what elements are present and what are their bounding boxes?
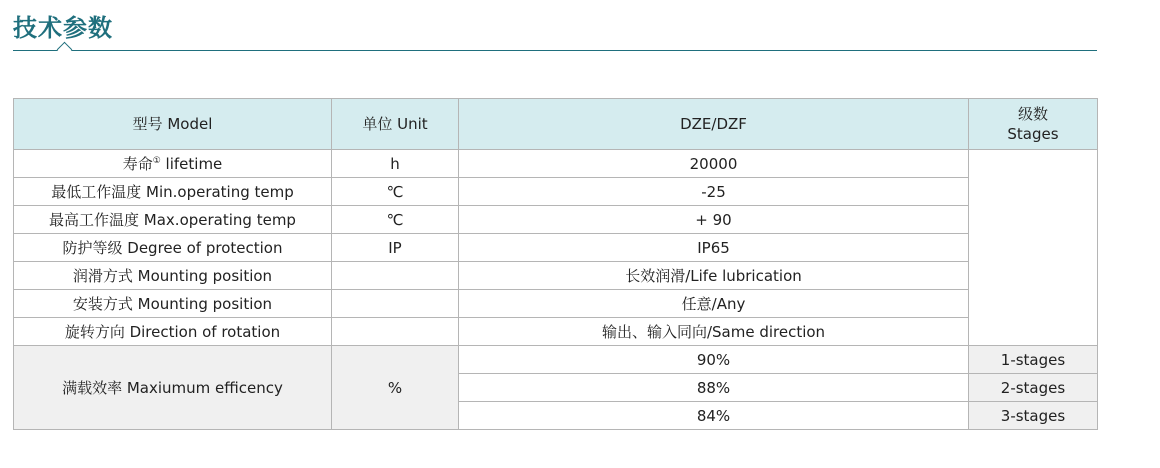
unit-cell — [332, 318, 459, 346]
table-row — [14, 234, 1098, 262]
value-cell: + 90 — [459, 206, 969, 234]
unit-cell — [332, 262, 459, 290]
param-cell: 润滑方式 Mounting position — [14, 262, 332, 290]
efficiency-stage-cell: 2-stages — [969, 374, 1098, 402]
efficiency-row — [14, 346, 1098, 374]
param-cell: 旋转方向 Direction of rotation — [14, 318, 332, 346]
title-divider — [13, 50, 1097, 51]
unit-cell: IP — [332, 234, 459, 262]
efficiency-value-cell: 88% — [459, 374, 969, 402]
value-cell: -25 — [459, 178, 969, 206]
title-divider-notch — [57, 42, 73, 58]
param-cell: 最低工作温度 Min.operating temp — [14, 178, 332, 206]
unit-cell: h — [332, 150, 459, 178]
technical-parameters-table — [13, 98, 1098, 430]
footnote-marker: ① — [152, 155, 161, 166]
table-row — [14, 262, 1098, 290]
efficiency-value-cell: 84% — [459, 402, 969, 430]
header-stages-cn: 级数 — [1017, 105, 1048, 123]
page-title: 技术参数 — [13, 14, 113, 42]
param-cell: 最高工作温度 Max.operating temp — [14, 206, 332, 234]
stages-blank-cell — [969, 150, 1098, 346]
table-row — [14, 150, 1098, 178]
value-cell: 输出、输入同向/Same direction — [459, 318, 969, 346]
table-row — [14, 178, 1098, 206]
header-unit: 单位 Unit — [332, 99, 459, 150]
table-row — [14, 206, 1098, 234]
value-cell: 20000 — [459, 150, 969, 178]
param-label-suffix: lifetime — [160, 154, 223, 173]
param-cell: 安装方式 Mounting position — [14, 290, 332, 318]
efficiency-stage-cell: 3-stages — [969, 402, 1098, 430]
value-cell: 任意/Any — [459, 290, 969, 318]
param-cell — [14, 150, 332, 178]
value-cell: 长效润滑/Life lubrication — [459, 262, 969, 290]
header-stages — [969, 99, 1098, 150]
unit-cell: ℃ — [332, 178, 459, 206]
efficiency-value-cell: 90% — [459, 346, 969, 374]
param-cell: 防护等级 Degree of protection — [14, 234, 332, 262]
table-header-row — [14, 99, 1098, 150]
efficiency-param-cell: 满载效率 Maxiumum efficency — [14, 346, 332, 430]
param-label: 寿命 — [122, 154, 153, 173]
header-stages-en: Stages — [1007, 125, 1059, 143]
unit-cell: ℃ — [332, 206, 459, 234]
efficiency-stage-cell: 1-stages — [969, 346, 1098, 374]
unit-cell — [332, 290, 459, 318]
value-cell: IP65 — [459, 234, 969, 262]
header-model: 型号 Model — [14, 99, 332, 150]
header-value: DZE/DZF — [459, 99, 969, 150]
efficiency-unit-cell: % — [332, 346, 459, 430]
table-row — [14, 318, 1098, 346]
table-row — [14, 290, 1098, 318]
